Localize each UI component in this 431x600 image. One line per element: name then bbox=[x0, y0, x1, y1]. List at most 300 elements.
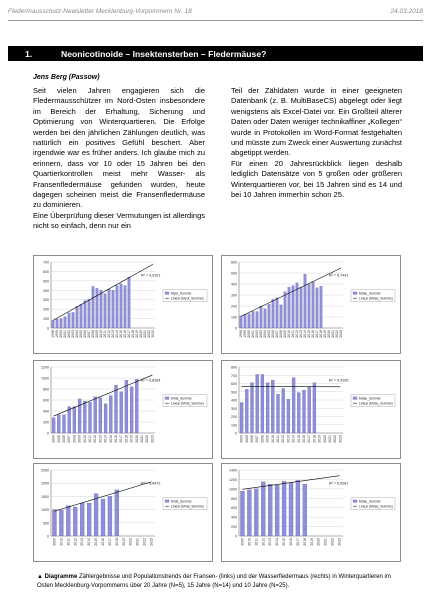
paragraph: Teil der Zähldaten wurde in einer geeigneten Datenbank (z. B. MultiBaseCS) abgelegt oder liegt wenigstens als Excel-Datei vor. Ein Großteil älterer Daten oder Daten weniger technikaffiner „Kollegen“ wurde in Protokollen im Word-Format festgehalten und müsste zum Zweck einer Auswertung zunächst abgetippt werden. bbox=[231, 86, 402, 158]
bar bbox=[120, 392, 123, 433]
x-tick-label: 2022 bbox=[330, 538, 335, 546]
y-tick-label: 400 bbox=[43, 409, 49, 414]
bar bbox=[320, 286, 322, 328]
y-tick-label: 600 bbox=[43, 398, 49, 403]
bar bbox=[244, 314, 246, 328]
bar bbox=[292, 286, 294, 328]
x-tick-label: 2009 bbox=[265, 435, 270, 443]
x-tick-label: 2009 bbox=[283, 330, 287, 338]
y-tick-label: 600 bbox=[231, 260, 237, 265]
x-tick-label: 2003 bbox=[259, 330, 263, 338]
y-tick-label: 0 bbox=[47, 431, 49, 436]
chart-svg bbox=[34, 361, 212, 458]
legend-swatch bbox=[353, 292, 357, 295]
x-tick-label: 2013 bbox=[286, 435, 291, 443]
bar bbox=[60, 319, 62, 328]
y-tick-label: 200 bbox=[43, 420, 49, 425]
x-tick-label: 2013 bbox=[268, 538, 273, 546]
bar bbox=[68, 407, 71, 433]
bar bbox=[112, 290, 114, 328]
bar bbox=[308, 387, 311, 433]
bar bbox=[52, 510, 56, 536]
y-tick-label: 200 bbox=[43, 307, 49, 312]
bar bbox=[296, 480, 300, 536]
bar bbox=[120, 284, 122, 328]
x-tick-label: 2007 bbox=[67, 435, 72, 443]
y-tick-label: 200 bbox=[231, 415, 237, 419]
y-tick-label: 600 bbox=[43, 269, 49, 274]
bar bbox=[68, 313, 70, 328]
newsletter-title: Fledermausschutz-Newsletter Mecklenburg-Vorpommern Nr. 18 bbox=[8, 8, 192, 15]
chart-svg bbox=[222, 256, 400, 353]
text-column-right bbox=[231, 86, 402, 200]
bar bbox=[247, 490, 251, 536]
caption-label: ▲ Diagramme bbox=[37, 574, 78, 580]
caption-text: Zählergebnisse und Populationstrends der Fransen- (links) und der Wasserfledermaus (rechts) in Winterquartieren im Osten Mecklenburg-Vorpommerns über 20 Jahre (N=5), 15 Jahre (N=14) und 10 Jahre (N=25). bbox=[37, 574, 391, 590]
legend-entry: Myot_Summe bbox=[171, 291, 192, 296]
y-tick-label: 700 bbox=[231, 373, 237, 378]
y-tick-label: 200 bbox=[231, 304, 237, 309]
chart-svg bbox=[222, 464, 400, 561]
y-tick-label: 300 bbox=[231, 406, 237, 411]
x-tick-label: 2012 bbox=[261, 538, 266, 546]
legend-swatch bbox=[165, 292, 169, 295]
x-tick-label: 2021 bbox=[135, 538, 140, 546]
x-tick-label: 2011 bbox=[103, 330, 107, 338]
bar bbox=[292, 378, 295, 433]
x-tick-label: 2023 bbox=[149, 538, 154, 546]
bar bbox=[78, 399, 81, 433]
x-tick-label: 2011 bbox=[88, 435, 92, 443]
bar bbox=[304, 274, 306, 328]
x-tick-label: 2008 bbox=[260, 435, 265, 443]
x-tick-label: 2019 bbox=[317, 435, 322, 443]
x-tick-label: 2010 bbox=[99, 330, 103, 338]
x-tick-label: 1999 bbox=[243, 330, 247, 338]
x-tick-label: 2016 bbox=[302, 435, 306, 443]
x-tick-label: 2017 bbox=[295, 538, 300, 546]
x-tick-label: 2007 bbox=[275, 330, 279, 338]
x-tick-label: 2018 bbox=[319, 330, 323, 338]
x-tick-label: 2016 bbox=[289, 538, 293, 546]
bar bbox=[276, 298, 278, 328]
bar bbox=[100, 290, 102, 328]
x-tick-label: 2015 bbox=[108, 435, 113, 443]
x-tick-label: 2010 bbox=[247, 538, 252, 546]
y-tick-label: 1400 bbox=[229, 468, 237, 473]
bar bbox=[284, 292, 286, 328]
x-tick-label: 2013 bbox=[98, 435, 103, 443]
x-tick-label: 2004 bbox=[75, 330, 79, 338]
bar bbox=[261, 482, 265, 536]
x-tick-label: 2022 bbox=[333, 435, 338, 443]
x-tick-label: 2012 bbox=[295, 330, 299, 338]
legend-entry: Linear (Myot_Summe) bbox=[171, 296, 204, 301]
y-tick-label: 0 bbox=[235, 431, 237, 436]
x-tick-label: 2009 bbox=[95, 330, 99, 338]
x-tick-label: 2005 bbox=[56, 435, 61, 443]
x-tick-label: 2001 bbox=[251, 330, 255, 338]
x-tick-label: 2012 bbox=[73, 538, 78, 546]
chart-fransen-20-jahre bbox=[33, 255, 213, 354]
chart-svg bbox=[34, 464, 212, 561]
x-tick-label: 2020 bbox=[322, 435, 327, 443]
bar bbox=[250, 383, 253, 433]
bar bbox=[256, 312, 258, 329]
y-tick-label: 500 bbox=[43, 279, 49, 284]
x-tick-label: 2018 bbox=[312, 435, 317, 443]
x-tick-label: 2021 bbox=[323, 538, 328, 546]
x-tick-label: 2018 bbox=[114, 538, 119, 546]
section-title: Neonicotinoide – Insektensterben – Fledermäuse? bbox=[61, 49, 267, 59]
bar bbox=[297, 393, 300, 433]
trend-line bbox=[241, 268, 341, 316]
legend-swatch bbox=[165, 500, 169, 503]
r-squared-label: R² = 0,7441 bbox=[329, 273, 349, 278]
x-tick-label: 2014 bbox=[87, 538, 92, 546]
bar bbox=[282, 388, 285, 433]
bar bbox=[88, 299, 90, 328]
x-tick-label: 2019 bbox=[135, 330, 139, 338]
y-tick-label: 800 bbox=[231, 496, 237, 501]
y-tick-label: 100 bbox=[231, 315, 237, 320]
chart-wasser-15-jahre bbox=[221, 360, 401, 459]
x-tick-label: 2011 bbox=[276, 435, 280, 443]
legend-swatch bbox=[353, 500, 357, 503]
x-tick-label: 2008 bbox=[72, 435, 77, 443]
y-tick-label: 1000 bbox=[41, 508, 49, 513]
x-tick-label: 2016 bbox=[114, 435, 118, 443]
text-column-left bbox=[33, 86, 205, 232]
x-tick-label: 2005 bbox=[267, 330, 271, 338]
bar bbox=[104, 404, 107, 433]
bar bbox=[308, 284, 310, 328]
x-tick-label: 2013 bbox=[111, 330, 115, 338]
x-tick-label: 2016 bbox=[101, 538, 105, 546]
x-tick-label: 2021 bbox=[328, 435, 332, 443]
y-tick-label: 800 bbox=[43, 387, 49, 392]
bar bbox=[128, 277, 130, 328]
bar bbox=[261, 374, 264, 433]
x-tick-label: 2013 bbox=[80, 538, 85, 546]
x-tick-label: 2021 bbox=[140, 435, 144, 443]
y-tick-label: 1200 bbox=[41, 365, 49, 370]
x-tick-label: 2020 bbox=[128, 538, 133, 546]
x-tick-label: 2004 bbox=[263, 330, 267, 338]
x-tick-label: 2004 bbox=[239, 435, 244, 443]
x-tick-label: 2002 bbox=[67, 330, 71, 338]
y-tick-label: 600 bbox=[231, 382, 237, 386]
x-tick-label: 2022 bbox=[335, 330, 339, 338]
x-tick-label: 2020 bbox=[316, 538, 321, 546]
author: Jens Berg (Passow) bbox=[33, 74, 100, 81]
y-tick-label: 200 bbox=[231, 525, 237, 530]
x-tick-label: 2019 bbox=[129, 435, 134, 443]
x-tick-label: 2010 bbox=[270, 435, 275, 443]
x-tick-label: 2011 bbox=[254, 538, 259, 546]
bar bbox=[99, 398, 102, 433]
x-tick-label: 2015 bbox=[307, 330, 311, 338]
x-tick-label: 2014 bbox=[303, 330, 307, 338]
trend-line bbox=[53, 264, 153, 320]
bar bbox=[114, 385, 117, 433]
y-tick-label: 400 bbox=[231, 515, 237, 520]
chart-wasser-20-jahre bbox=[221, 255, 401, 354]
bar bbox=[104, 294, 106, 328]
x-tick-label: 2003 bbox=[71, 330, 75, 338]
x-tick-label: 2012 bbox=[281, 435, 286, 443]
x-tick-label: 2005 bbox=[244, 435, 249, 443]
x-tick-label: 2023 bbox=[337, 538, 342, 546]
bar bbox=[125, 380, 128, 433]
bar bbox=[73, 507, 77, 536]
x-tick-label: 2022 bbox=[147, 330, 151, 338]
r-squared-label: R² = 0,8284 bbox=[141, 378, 161, 383]
legend-entry: Linear (Mnat_Summe) bbox=[171, 504, 204, 509]
r-squared-label: R² = 0,4105 bbox=[329, 378, 349, 383]
x-tick-label: 2022 bbox=[145, 435, 150, 443]
bar bbox=[52, 418, 55, 433]
bar bbox=[83, 401, 86, 433]
x-tick-label: 2015 bbox=[94, 538, 99, 546]
bar bbox=[101, 499, 105, 536]
y-tick-label: 2500 bbox=[41, 468, 49, 473]
bar bbox=[57, 415, 60, 433]
bar bbox=[280, 305, 282, 328]
r-squared-label: R² = 0,5287 bbox=[329, 481, 349, 486]
bar bbox=[271, 380, 274, 433]
r-squared-label: R² = 0,9101 bbox=[141, 273, 161, 278]
x-tick-label: 2016 bbox=[123, 330, 127, 338]
x-tick-label: 2009 bbox=[240, 538, 245, 546]
x-tick-label: 2011 bbox=[291, 330, 295, 338]
bar bbox=[135, 379, 138, 433]
x-tick-label: 1999 bbox=[55, 330, 59, 338]
y-tick-label: 0 bbox=[47, 326, 49, 331]
x-tick-label: 2019 bbox=[323, 330, 327, 338]
bar bbox=[64, 317, 66, 328]
x-tick-label: 2020 bbox=[139, 330, 143, 338]
legend-entry: Mnat_Summe bbox=[171, 396, 192, 401]
paragraph: Eine Überprüfung dieser Vermutungen ist allerdings nicht so einfach, denn nur ein bbox=[33, 210, 205, 231]
bar bbox=[275, 485, 279, 536]
x-tick-label: 2008 bbox=[279, 330, 283, 338]
chart-fransen-15-jahre bbox=[33, 360, 213, 459]
y-tick-label: 100 bbox=[43, 317, 49, 322]
x-tick-label: 2007 bbox=[87, 330, 91, 338]
bar bbox=[84, 301, 86, 328]
legend-entry: Linear (Mnat_Summe) bbox=[171, 401, 204, 406]
x-tick-label: 2014 bbox=[115, 330, 119, 338]
bar bbox=[130, 387, 133, 433]
x-tick-label: 2016 bbox=[311, 330, 315, 338]
x-tick-label: 2008 bbox=[91, 330, 95, 338]
y-tick-label: 1000 bbox=[41, 376, 49, 381]
y-tick-label: 0 bbox=[235, 534, 237, 539]
bar bbox=[245, 389, 248, 433]
x-tick-label: 2014 bbox=[275, 538, 280, 546]
x-tick-label: 2018 bbox=[124, 435, 129, 443]
x-tick-label: 2018 bbox=[131, 330, 135, 338]
bar bbox=[115, 490, 119, 536]
x-tick-label: 2002 bbox=[255, 330, 259, 338]
bar bbox=[300, 287, 302, 328]
x-tick-label: 2009 bbox=[77, 435, 82, 443]
chart-svg bbox=[222, 361, 400, 458]
y-tick-label: 800 bbox=[231, 365, 237, 370]
bar bbox=[88, 402, 91, 433]
bar bbox=[272, 299, 274, 328]
x-tick-label: 2020 bbox=[327, 330, 331, 338]
bar bbox=[124, 286, 126, 328]
x-tick-label: 2013 bbox=[299, 330, 303, 338]
x-tick-label: 2023 bbox=[338, 435, 343, 443]
bar bbox=[62, 415, 65, 433]
paragraph: Seit vielen Jahren engagieren sich die Fledermausschützer im Nord-Osten insbesondere im Bereich der Erhaltung, Sicherung und Optimierung von Winterquartieren. Die Erfolge werden bei den jährlichen Zählungen deutlich, was natürlich ein positives Gefühl beschert. Aber irgendwie war es früher anders. Ich glaube mich zu erinnern, dass vor 10 oder 15 Jahren bei den Quartierkontrollen meist mehr Wasser- als Fransenfledermäuse gefunden wurden, heute dagegen scheinen meist die Fransenfledermäuse zu dominieren. bbox=[33, 86, 205, 210]
x-tick-label: 2021 bbox=[143, 330, 147, 338]
y-tick-label: 300 bbox=[231, 293, 237, 298]
legend-entry: Linear (Mdau_Summe) bbox=[359, 504, 393, 509]
y-tick-label: 500 bbox=[231, 271, 237, 276]
x-tick-label: 2017 bbox=[127, 330, 131, 338]
x-tick-label: 2005 bbox=[79, 330, 83, 338]
bar bbox=[72, 312, 74, 328]
x-tick-label: 2000 bbox=[247, 330, 251, 338]
bar bbox=[94, 494, 98, 536]
chart-svg bbox=[34, 256, 212, 353]
x-tick-label: 2011 bbox=[66, 538, 71, 546]
bar bbox=[76, 306, 78, 328]
x-tick-label: 2010 bbox=[59, 538, 64, 546]
bar bbox=[302, 390, 305, 433]
bar bbox=[92, 287, 94, 328]
bar bbox=[80, 304, 82, 328]
bar bbox=[276, 394, 279, 433]
chart-wasser-10-jahre bbox=[221, 463, 401, 562]
y-tick-label: 500 bbox=[231, 390, 237, 395]
legend-entry: Linear (Mdau_Summe) bbox=[359, 296, 393, 301]
bar bbox=[108, 496, 112, 536]
x-tick-label: 2006 bbox=[250, 435, 254, 443]
x-tick-label: 2021 bbox=[331, 330, 335, 338]
y-tick-label: 700 bbox=[43, 260, 49, 265]
y-tick-label: 300 bbox=[43, 298, 49, 303]
bar bbox=[66, 506, 70, 536]
header-rule bbox=[8, 20, 423, 21]
x-tick-label: 2014 bbox=[291, 435, 296, 443]
y-tick-label: 400 bbox=[231, 282, 237, 287]
paragraph: Für einen 20 Jahresrückblick liegen deshalb lediglich Datensätze von 5 großen oder größeren Winterquartieren vor, bei 15 Jahren sind es 14 und bei 10 Jahren immerhin schon 25. bbox=[231, 158, 402, 200]
y-tick-label: 0 bbox=[47, 534, 49, 539]
legend-entry: Mnat_Summe bbox=[171, 499, 192, 504]
bar bbox=[256, 374, 259, 433]
y-tick-label: 1500 bbox=[41, 494, 49, 499]
x-tick-label: 2015 bbox=[282, 538, 287, 546]
bar bbox=[266, 383, 269, 433]
bar bbox=[109, 396, 112, 433]
bar bbox=[108, 289, 110, 328]
x-tick-label: 2015 bbox=[119, 330, 123, 338]
y-tick-label: 100 bbox=[231, 423, 237, 428]
x-tick-label: 1998 bbox=[239, 330, 243, 338]
y-tick-label: 400 bbox=[231, 398, 237, 403]
x-tick-label: 2006 bbox=[62, 435, 66, 443]
bar bbox=[313, 383, 316, 433]
x-tick-label: 2023 bbox=[151, 330, 155, 338]
x-tick-label: 2023 bbox=[150, 435, 155, 443]
x-tick-label: 2010 bbox=[287, 330, 291, 338]
page-header bbox=[8, 5, 423, 17]
bar bbox=[116, 286, 118, 328]
x-tick-label: 2018 bbox=[302, 538, 307, 546]
x-tick-label: 1998 bbox=[51, 330, 55, 338]
bar bbox=[316, 288, 318, 328]
issue-date: 24.03.2018 bbox=[390, 8, 423, 15]
bar bbox=[252, 312, 254, 329]
y-tick-label: 600 bbox=[231, 506, 237, 511]
legend-entry: Mdau_Summe bbox=[359, 291, 381, 296]
x-tick-label: 2019 bbox=[309, 538, 314, 546]
x-tick-label: 2012 bbox=[93, 435, 98, 443]
x-tick-label: 2015 bbox=[296, 435, 301, 443]
legend-entry: Mdau_Summe bbox=[359, 499, 381, 504]
x-tick-label: 2017 bbox=[119, 435, 124, 443]
figure-caption bbox=[37, 573, 407, 591]
bar bbox=[56, 319, 58, 328]
x-tick-label: 2010 bbox=[82, 435, 87, 443]
bar bbox=[59, 510, 63, 536]
bar bbox=[240, 316, 242, 328]
x-tick-label: 2001 bbox=[63, 330, 67, 338]
bar bbox=[312, 282, 314, 328]
bar bbox=[303, 484, 307, 536]
section-number: 1. bbox=[25, 49, 33, 59]
legend-swatch bbox=[353, 397, 357, 400]
y-tick-label: 1200 bbox=[229, 477, 237, 482]
section-heading bbox=[8, 46, 423, 61]
x-tick-label: 2004 bbox=[51, 435, 56, 443]
x-tick-label: 2012 bbox=[107, 330, 111, 338]
bar bbox=[264, 309, 266, 328]
bar bbox=[73, 407, 76, 433]
x-tick-label: 2019 bbox=[121, 538, 126, 546]
x-tick-label: 2020 bbox=[134, 435, 139, 443]
chart-fransen-10-jahre bbox=[33, 463, 213, 562]
bar bbox=[240, 402, 243, 433]
r-squared-label: R² = 0,9472 bbox=[141, 481, 161, 486]
bar bbox=[248, 314, 250, 328]
bar bbox=[87, 503, 91, 536]
bar bbox=[80, 503, 84, 536]
x-tick-label: 2009 bbox=[52, 538, 57, 546]
x-tick-label: 2017 bbox=[315, 330, 319, 338]
y-tick-label: 1000 bbox=[229, 487, 237, 492]
x-tick-label: 2022 bbox=[142, 538, 147, 546]
legend-entry: Linear (Mdau_Summe) bbox=[359, 401, 393, 406]
y-tick-label: 500 bbox=[43, 521, 49, 526]
x-tick-label: 2007 bbox=[255, 435, 260, 443]
bar bbox=[289, 483, 293, 536]
bar bbox=[268, 304, 270, 328]
bar bbox=[94, 397, 97, 433]
x-tick-label: 2023 bbox=[339, 330, 343, 338]
x-tick-label: 2006 bbox=[83, 330, 87, 338]
x-tick-label: 2017 bbox=[107, 538, 112, 546]
x-tick-label: 2006 bbox=[271, 330, 275, 338]
bar bbox=[287, 399, 290, 433]
legend-swatch bbox=[165, 397, 169, 400]
x-tick-label: 2000 bbox=[59, 330, 63, 338]
